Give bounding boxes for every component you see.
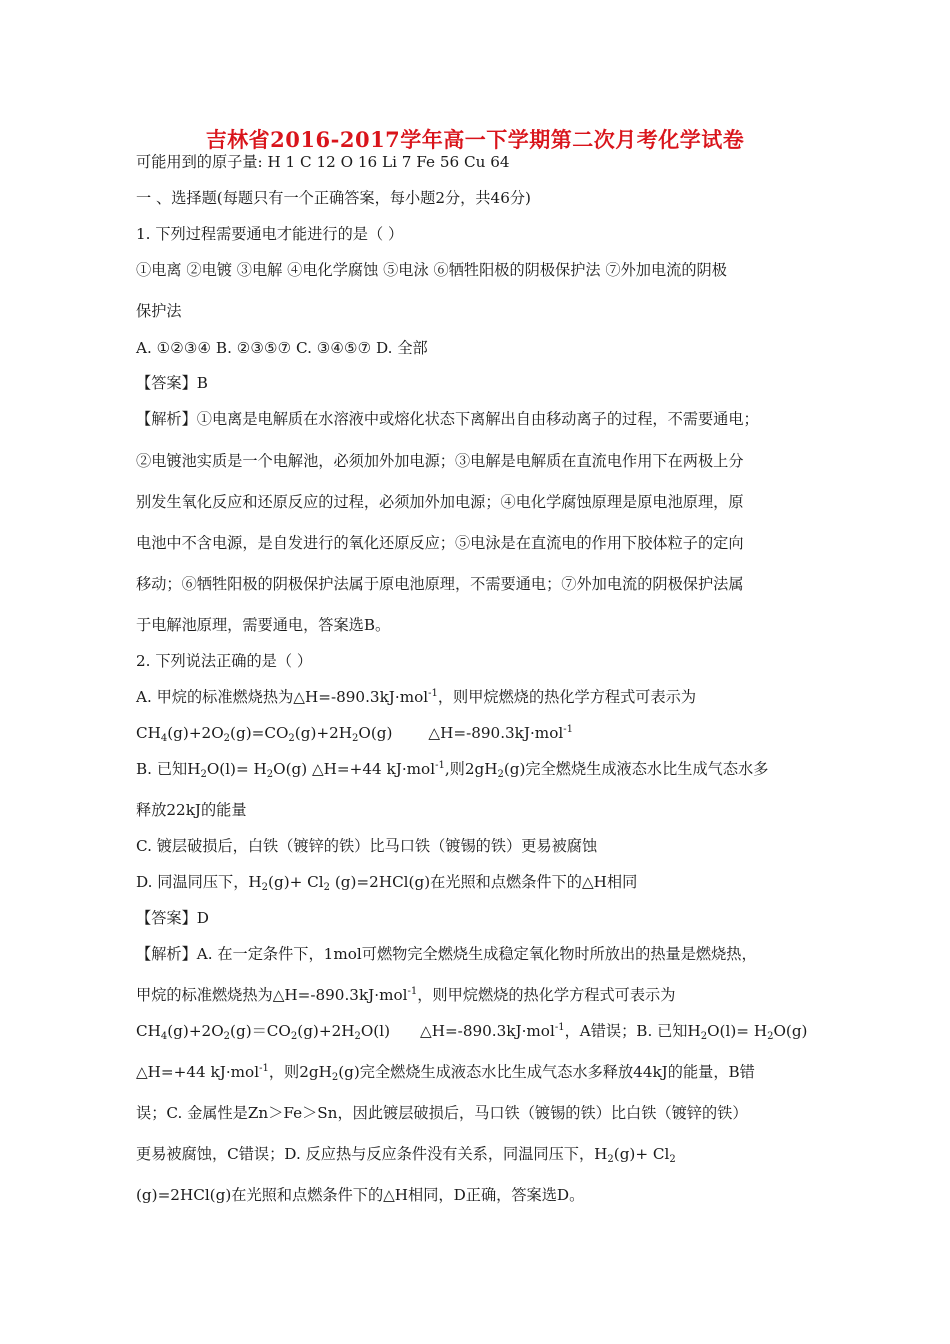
q2-analysis-line: 【解析】A. 在一定条件下，1mol可燃物完全燃烧生成稳定氧化物时所放出的热量是燃烧热， — [136, 945, 757, 963]
q2-analysis-line: 误；C. 金属性是Zn＞Fe＞Sn，因此镀层破损后，马口铁（镀锡的铁）比白铁（镀锌的铁） — [136, 1104, 748, 1122]
section-heading: 一 、选择题(每题只有一个正确答案，每小题2分，共46分) — [136, 189, 531, 207]
q2-analysis-line: △H=+44 kJ·mol$^{-1}$，则$2gH_2(g)$完全燃烧生成液态水比生成气态水多释放44kJ的能量，B错 — [136, 1063, 755, 1083]
q2-option-a: A. 甲烷的标准燃烧热为△H=-890.3kJ·mol$^{-1}$，则甲烷燃烧的热化学方程式可表示为 — [136, 688, 697, 706]
q2-answer: 【答案】D — [136, 909, 209, 927]
q1-analysis-line: 移动；⑥牺牲阳极的阴极保护法属于原电池原理，不需要通电；⑦外加电流的阴极保护法属 — [136, 575, 744, 593]
q1-items: ①电离 ②电镀 ③电解 ④电化学腐蚀 ⑤电泳 ⑥牺牲阳极的阴极保护法 ⑦外加电流的阴极 — [136, 261, 727, 279]
q2-analysis-line: (g)=2HCl(g)在光照和点燃条件下的△H相同，D正确，答案选D。 — [136, 1186, 585, 1204]
q1-analysis-line: 于电解池原理，需要通电，答案选B。 — [136, 616, 391, 634]
q1-answer: 【答案】B — [136, 374, 208, 392]
q1-analysis-line: ②电镀池实质是一个电解池，必须加外加电源；③电解是电解质在直流电作用下在两极上分 — [136, 452, 744, 470]
q1-items-cont: 保护法 — [136, 302, 182, 320]
q1-analysis-line: 别发生氧化反应和还原反应的过程，必须加外加电源；④电化学腐蚀原理是原电池原理，原 — [136, 493, 744, 511]
q2-option-b-cont: 释放22kJ的能量 — [136, 801, 247, 819]
page-title: 吉林省2016-2017学年高一下学期第二次月考化学试卷 — [205, 127, 745, 152]
q2-stem: 2. 下列说法正确的是（ ） — [136, 652, 313, 670]
q1-stem: 1. 下列过程需要通电才能进行的是（ ） — [136, 225, 404, 243]
q2-option-c: C. 镀层破损后，白铁（镀锌的铁）比马口铁（镀锡的铁）更易被腐蚀 — [136, 837, 598, 855]
q2-option-b: B. 已知$H_2O(l)= H_2O(g)$ △H=+44 kJ·mol$^{-1}$,则$2gH_2(g)$完全燃烧生成液态水比生成气态水多 — [136, 760, 769, 780]
atomic-masses-line: 可能用到的原子量: H 1 C 12 O 16 Li 7 Fe 56 Cu 64 — [136, 153, 510, 171]
q2-option-d: D. 同温同压下，$H_2(g)+ Cl_2$ (g)=2HCl(g)在光照和点燃条件下的△H相同 — [136, 873, 638, 893]
q2-analysis-line: 甲烷的标准燃烧热为△H=-890.3kJ·mol$^{-1}$，则甲烷燃烧的热化学方程式可表示为 — [136, 986, 676, 1004]
q2-analysis-line: $CH_4(g)+2O_2(g)=CO_2(g)+2H_2O(l)$ △H=-890.3kJ·mol$^{-1}$，A错误；B. 已知$H_2O(l)= H_2O(g)$ — [136, 1022, 808, 1042]
q1-analysis-line: 电池中不含电源，是自发进行的氧化还原反应；⑤电泳是在直流电的作用下胶体粒子的定向 — [136, 534, 744, 552]
q1-analysis-line: 【解析】①电离是电解质在水溶液中或熔化状态下离解出自由移动离子的过程，不需要通电； — [136, 410, 759, 428]
q2-analysis-line: 更易被腐蚀，C错误；D. 反应热与反应条件没有关系，同温同压下，$H_2(g)+ Cl_2$ — [136, 1145, 676, 1165]
q2-option-a-equation: $CH_4(g)+2O_2(g)=CO_2(g)+2H_2O(g)$ △H=-890.3kJ·mol$^{-1}$ — [136, 724, 573, 744]
q1-options: A. ①②③④ B. ②③⑤⑦ C. ③④⑤⑦ D. 全部 — [136, 339, 428, 357]
